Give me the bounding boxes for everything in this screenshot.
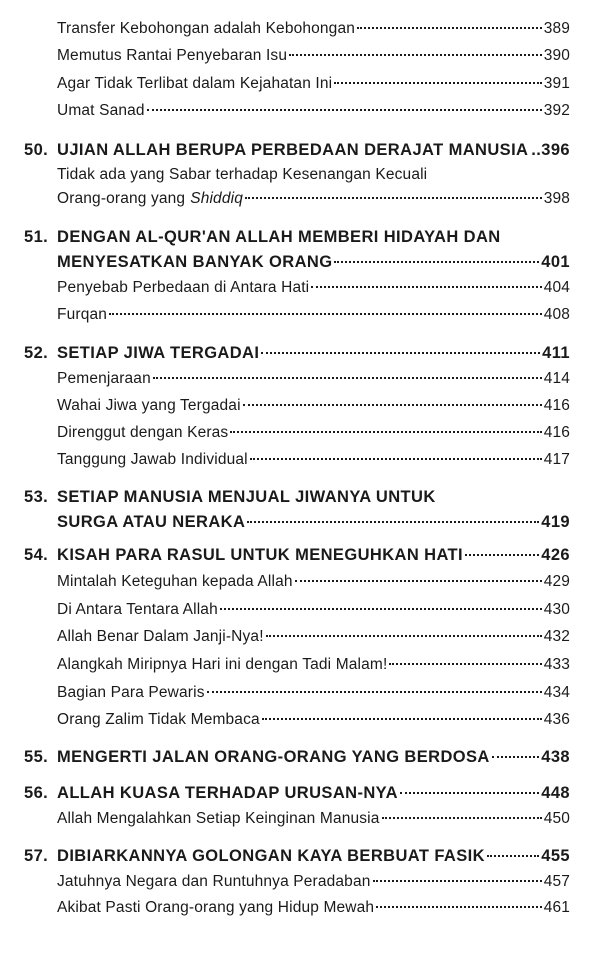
entry-title: Akibat Pasti Orang-orang yang Hidup Mewah bbox=[57, 899, 375, 916]
entry-title: Penyebab Perbedaan di Antara Hati bbox=[57, 279, 310, 296]
toc-entry bbox=[57, 711, 570, 729]
dot-leader bbox=[295, 580, 542, 582]
entry-page: 457 bbox=[543, 873, 570, 890]
dot-leader bbox=[261, 352, 540, 354]
dot-leader bbox=[250, 458, 542, 460]
entry-title: Jatuhnya Negara dan Runtuhnya Peradaban bbox=[57, 873, 371, 890]
chapter-title: SURGA ATAU NERAKA bbox=[57, 513, 246, 531]
toc-entry bbox=[57, 47, 570, 65]
dot-leader bbox=[334, 82, 541, 84]
chapter-page: 419 bbox=[541, 513, 570, 531]
entry-page: 432 bbox=[543, 628, 570, 645]
chapter-heading bbox=[24, 847, 570, 866]
toc-entry bbox=[57, 424, 570, 442]
chapter-page: 411 bbox=[542, 344, 570, 362]
toc-entry bbox=[57, 684, 570, 702]
chapter-title: UJIAN ALLAH BERUPA PERBEDAAN DERAJAT MANUSIA bbox=[57, 141, 529, 159]
entry-title: Tanggung Jawab Individual bbox=[57, 451, 248, 468]
dot-leader bbox=[492, 756, 540, 758]
chapter-number: 55. bbox=[24, 748, 49, 766]
chapter-title: ALLAH KUASA TERHADAP URUSAN-NYA bbox=[57, 784, 398, 802]
entry-page: 430 bbox=[543, 601, 570, 618]
entry-title: Allah Mengalahkan Setiap Keinginan Manusia bbox=[57, 810, 380, 827]
entry-page: 450 bbox=[543, 810, 570, 827]
entry-title: Memutus Rantai Penyebaran Isu bbox=[57, 47, 288, 64]
toc-entry bbox=[57, 656, 570, 674]
dot-leader bbox=[262, 718, 542, 720]
entry-title: Bagian Para Pewaris bbox=[57, 684, 205, 701]
chapter-page: 455 bbox=[541, 847, 570, 865]
chapter-heading bbox=[24, 228, 570, 247]
toc-entry bbox=[57, 102, 570, 120]
toc-entry bbox=[57, 190, 570, 208]
dot-leader bbox=[334, 261, 539, 263]
entry-page: 461 bbox=[543, 899, 570, 916]
entry-page: 398 bbox=[543, 190, 570, 207]
entry-page: 414 bbox=[543, 370, 570, 387]
chapter-page: 426 bbox=[541, 546, 570, 564]
dot-leader bbox=[245, 197, 542, 199]
toc-entry bbox=[57, 370, 570, 388]
toc-entry bbox=[57, 279, 570, 297]
chapter-heading bbox=[24, 546, 570, 565]
entry-title: Mintalah Keteguhan kepada Allah bbox=[57, 573, 293, 590]
chapter-title: KISAH PARA RASUL UNTUK MENEGUHKAN HATI bbox=[57, 546, 464, 564]
chapter-page: 396 bbox=[541, 141, 570, 159]
toc-entry bbox=[57, 451, 570, 469]
chapter-page: 438 bbox=[541, 748, 570, 766]
entry-title: Tidak ada yang Sabar terhadap Kesenangan Kecuali bbox=[57, 166, 428, 183]
dot-leader bbox=[357, 27, 542, 29]
entry-page: 390 bbox=[543, 47, 570, 64]
toc-entry bbox=[57, 899, 570, 917]
dot-leader bbox=[247, 521, 539, 523]
chapter-title: SETIAP MANUSIA MENJUAL JIWANYA UNTUK bbox=[57, 488, 436, 506]
toc-entry bbox=[57, 20, 570, 38]
toc-entry-line1 bbox=[57, 166, 427, 184]
chapter-number: 54. bbox=[24, 546, 49, 564]
chapter-page: 401 bbox=[541, 253, 570, 271]
chapter-page: 448 bbox=[541, 784, 570, 802]
dot-leader bbox=[465, 554, 539, 556]
chapter-leader: .. bbox=[531, 141, 542, 159]
chapter-heading-continued bbox=[57, 513, 570, 532]
chapter-heading bbox=[24, 488, 570, 507]
entry-title: Agar Tidak Terlibat dalam Kejahatan Ini bbox=[57, 75, 333, 92]
dot-leader bbox=[382, 817, 542, 819]
entry-title: Di Antara Tentara Allah bbox=[57, 601, 218, 618]
entry-page: 417 bbox=[543, 451, 570, 468]
toc-entry bbox=[57, 75, 570, 93]
chapter-number: 50. bbox=[24, 141, 49, 159]
dot-leader bbox=[487, 855, 539, 857]
chapter-number: 53. bbox=[24, 488, 49, 506]
dot-leader bbox=[230, 431, 541, 433]
entry-title: Allah Benar Dalam Janji-Nya! bbox=[57, 628, 264, 645]
entry-title: Orang-orang yang bbox=[57, 190, 186, 207]
entry-page: 436 bbox=[543, 711, 570, 728]
entry-page: 434 bbox=[543, 684, 570, 701]
entry-title-italic: Shiddiq bbox=[190, 190, 243, 207]
toc-entry bbox=[57, 810, 570, 828]
entry-title: Umat Sanad bbox=[57, 102, 145, 119]
entry-page: 429 bbox=[543, 573, 570, 590]
entry-title: Wahai Jiwa yang Tergadai bbox=[57, 397, 241, 414]
dot-leader bbox=[289, 54, 542, 56]
chapter-title: MENGERTI JALAN ORANG-ORANG YANG BERDOSA bbox=[57, 748, 490, 766]
entry-page: 392 bbox=[543, 102, 570, 119]
chapter-number: 51. bbox=[24, 228, 49, 246]
dot-leader bbox=[373, 880, 542, 882]
entry-page: 389 bbox=[543, 20, 570, 37]
dot-leader bbox=[147, 109, 542, 111]
toc-entry bbox=[57, 306, 570, 324]
dot-leader bbox=[153, 377, 542, 379]
entry-title: Alangkah Miripnya Hari ini dengan Tadi Malam! bbox=[57, 656, 388, 673]
chapter-number: 57. bbox=[24, 847, 49, 865]
entry-page: 404 bbox=[543, 279, 570, 296]
toc-entry bbox=[57, 873, 570, 891]
entry-page: 408 bbox=[543, 306, 570, 323]
entry-title: Pemenjaraan bbox=[57, 370, 151, 387]
chapter-title: SETIAP JIWA TERGADAI bbox=[57, 344, 260, 362]
chapter-heading bbox=[24, 784, 570, 803]
dot-leader bbox=[109, 313, 542, 315]
dot-leader bbox=[400, 792, 539, 794]
entry-page: 433 bbox=[543, 656, 570, 673]
chapter-title: MENYESATKAN BANYAK ORANG bbox=[57, 253, 333, 271]
toc-entry bbox=[57, 628, 570, 646]
chapter-title: DIBIARKANNYA GOLONGAN KAYA BERBUAT FASIK bbox=[57, 847, 485, 865]
dot-leader bbox=[220, 608, 542, 610]
chapter-number: 56. bbox=[24, 784, 49, 802]
toc-entry bbox=[57, 601, 570, 619]
entry-page: 416 bbox=[543, 397, 570, 414]
chapter-heading bbox=[24, 141, 570, 160]
toc-entry bbox=[57, 573, 570, 591]
entry-title: Orang Zalim Tidak Membaca bbox=[57, 711, 260, 728]
chapter-heading bbox=[24, 748, 570, 767]
chapter-number: 52. bbox=[24, 344, 49, 362]
dot-leader bbox=[389, 663, 541, 665]
dot-leader bbox=[207, 691, 542, 693]
dot-leader bbox=[266, 635, 542, 637]
entry-page: 391 bbox=[543, 75, 570, 92]
chapter-title: DENGAN AL-QUR'AN ALLAH MEMBERI HIDAYAH DAN bbox=[57, 228, 501, 246]
entry-title: Furqan bbox=[57, 306, 108, 323]
dot-leader bbox=[311, 286, 541, 288]
entry-title: Direnggut dengan Keras bbox=[57, 424, 229, 441]
chapter-heading-continued bbox=[57, 253, 570, 272]
dot-leader bbox=[243, 404, 542, 406]
dot-leader bbox=[376, 906, 542, 908]
toc-entry bbox=[57, 397, 570, 415]
entry-page: 416 bbox=[543, 424, 570, 441]
entry-title: Transfer Kebohongan adalah Kebohongan bbox=[57, 20, 355, 37]
chapter-heading bbox=[24, 344, 570, 363]
